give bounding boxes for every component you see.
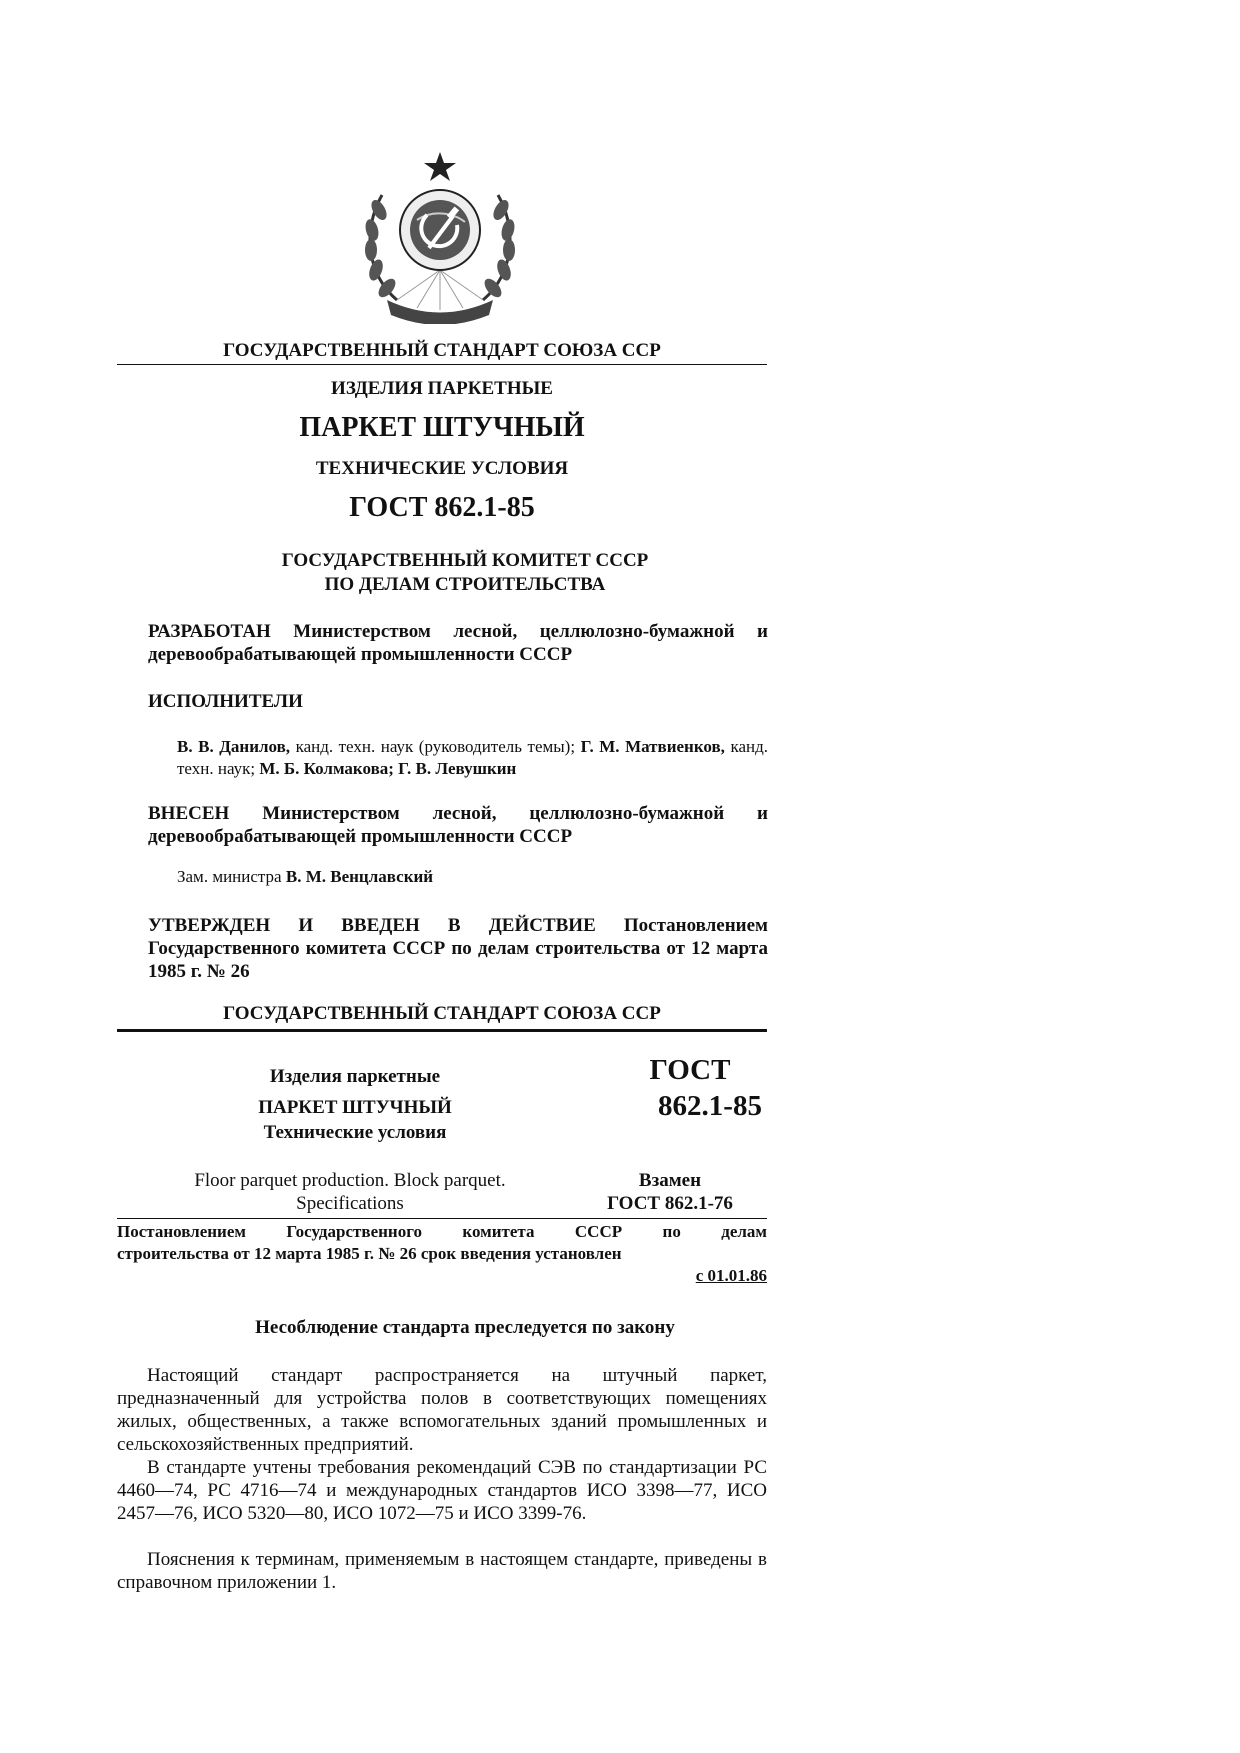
warning-text: Несоблюдение стандарта преследуется по закону <box>255 1317 675 1338</box>
performer-2-note: канд. техн. наук; <box>177 737 769 778</box>
introduced-by <box>148 802 768 848</box>
performers-heading: ИСПОЛНИТЕЛИ <box>148 691 303 712</box>
approved-label: УТВЕРЖДЕН И ВВЕДЕН В ДЕЙСТВИЕ <box>148 915 596 936</box>
introduced-text: Министерством лесной, целлюлозно-бумажной и деревообрабатывающей промышленности СССР <box>148 803 768 847</box>
developed-label: РАЗРАБОТАН <box>148 621 271 642</box>
document-title: ПАРКЕТ ШТУЧНЫЙ <box>299 412 585 443</box>
ussr-state-emblem-icon <box>357 150 523 324</box>
performers-rest: М. Б. Колмакова; Г. В. Левушкин <box>259 759 517 778</box>
body-paragraph-2 <box>117 1456 767 1525</box>
replaces-label: Взамен <box>638 1170 702 1191</box>
deputy-name: В. М. Венцлавский <box>285 867 434 886</box>
decree-line-2: строительства от 12 марта 1985 г. № 26 срок введения установлен <box>117 1244 622 1263</box>
replaces-code: ГОСТ 862.1-76 <box>607 1193 733 1214</box>
body-p2-text: В стандарте учтены требования рекомендаций СЭВ по стандартизации РС 4460—74, РС 4716—74 и международных стандартов ИСО 3398—77, ИСО 2457—76, ИСО 5320—80, ИСО 1072—75 и ИСО 3399-76. <box>117 1457 767 1524</box>
decree-date: с 01.01.86 <box>695 1266 767 1285</box>
english-title-1: Floor parquet production. Block parquet. <box>194 1170 506 1191</box>
developed-text: Министерством лесной, целлюлозно-бумажной и деревообрабатывающей промышленности СССР <box>148 621 768 665</box>
committee-line-1: ГОСУДАРСТВЕННЫЙ КОМИТЕТ СССР <box>281 550 649 571</box>
header-rule <box>117 364 767 365</box>
committee-line-2: ПО ДЕЛАМ СТРОИТЕЛЬСТВА <box>324 574 606 595</box>
body-paragraph-1 <box>117 1364 767 1456</box>
deputy-label: Зам. министра <box>177 867 286 886</box>
standard-left-3: Технические условия <box>263 1122 447 1143</box>
gost-code: ГОСТ 862.1-85 <box>349 492 535 523</box>
english-title-2: Specifications <box>296 1193 404 1214</box>
body-p3-text: Пояснения к терминам, применяемым в настоящем стандарте, приведены в справочном приложении 1. <box>117 1549 767 1593</box>
body-p1-text: Настоящий стандарт распространяется на штучный паркет, предназначенный для устройства полов в соответствующих помещениях жилых, общественных, а также вспомогательных зданий промышленных и сельскохозяйственных предприятий. <box>117 1365 767 1455</box>
introduced-label: ВНЕСЕН <box>148 803 230 824</box>
performers-list <box>177 736 768 780</box>
header-title-2: ГОСУДАРСТВЕННЫЙ СТАНДАРТ СОЮЗА ССР <box>223 1003 661 1024</box>
decree-line-1: Постановлением Государственного комитета СССР по делам <box>117 1222 767 1241</box>
approved-text: Постановлением Государственного комитета СССР по делам строительства от 12 марта 1985 г. № 26 <box>148 915 768 982</box>
approved-by <box>148 914 768 983</box>
developed-by <box>148 620 768 666</box>
body-paragraph-3 <box>117 1548 767 1594</box>
header-rule-2 <box>117 1029 767 1032</box>
standard-left-1: Изделия паркетные <box>269 1066 441 1087</box>
product-category: ИЗДЕЛИЯ ПАРКЕТНЫЕ <box>331 378 553 399</box>
standard-left-2: ПАРКЕТ ШТУЧНЫЙ <box>258 1097 452 1118</box>
performer-1-note: канд. техн. наук (руководитель темы); <box>290 737 581 756</box>
standard-gost-number: 862.1-85 <box>658 1090 762 1122</box>
document-subtitle: ТЕХНИЧЕСКИЕ УСЛОВИЯ <box>315 458 569 479</box>
block-rule <box>117 1218 767 1219</box>
performer-1: В. В. Данилов, <box>177 737 291 756</box>
standard-gost-label: ГОСТ <box>649 1054 731 1086</box>
performer-2: Г. М. Матвиенков, <box>580 737 725 756</box>
header-title: ГОСУДАРСТВЕННЫЙ СТАНДАРТ СОЮЗА ССР <box>223 340 661 361</box>
deputy-minister <box>177 866 768 888</box>
